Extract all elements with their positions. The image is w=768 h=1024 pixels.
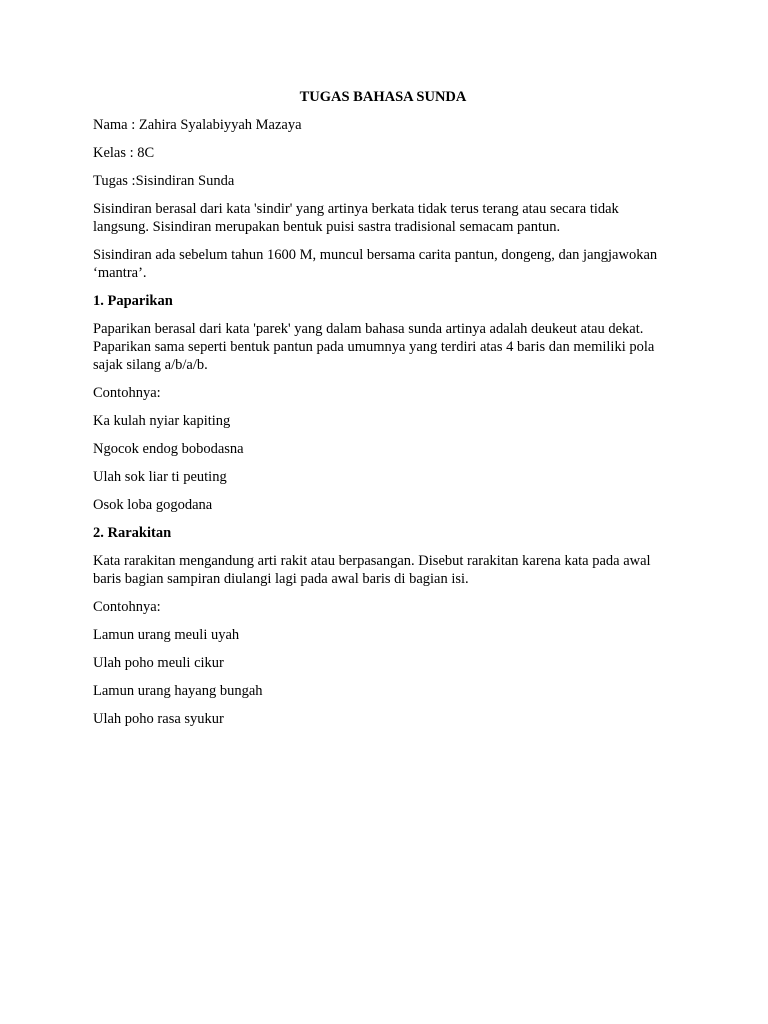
rarakitan-line: Lamun urang meuli uyah bbox=[93, 627, 240, 643]
section-heading-rarakitan: 2. Rarakitan bbox=[93, 525, 172, 541]
intro-paragraph-1: Sisindiran berasal dari kata 'sindir' yang artinya berkata tidak terus terang atau secara tidak langsung. Sisindiran merupakan bentuk puisi sastra tradisional semacam pantun. bbox=[93, 201, 619, 235]
paparikan-line: Ka kulah nyiar kapiting bbox=[93, 413, 231, 429]
rarakitan-line: Ulah poho rasa syukur bbox=[93, 711, 224, 727]
paparikan-line: Ngocok endog bobodasna bbox=[93, 441, 244, 457]
paparikan-line: Osok loba gogodana bbox=[93, 497, 213, 513]
section-heading-paparikan: 1. Paparikan bbox=[93, 293, 173, 309]
paparikan-line: Ulah sok liar ti peuting bbox=[93, 469, 227, 485]
rarakitan-description: Kata rarakitan mengandung arti rakit atau berpasangan. Disebut rarakitan karena kata pada awal baris bagian sampiran diulangi lagi pada awal baris di bagian isi. bbox=[93, 553, 651, 587]
rarakitan-line: Lamun urang hayang bungah bbox=[93, 683, 263, 699]
intro-paragraph-2: Sisindiran ada sebelum tahun 1600 M, muncul bersama carita pantun, dongeng, dan jangjawokan ‘mantra’. bbox=[93, 247, 658, 281]
rarakitan-example-label: Contohnya: bbox=[93, 599, 161, 615]
assignment-topic: Tugas :Sisindiran Sunda bbox=[93, 173, 235, 189]
student-class: Kelas : 8C bbox=[93, 145, 155, 161]
paparikan-example-label: Contohnya: bbox=[93, 385, 161, 401]
paparikan-description: Paparikan berasal dari kata 'parek' yang dalam bahasa sunda artinya adalah deukeut atau dekat. Paparikan sama seperti bentuk pantun pada umumnya yang terdiri atas 4 baris dan memiliki pola sajak silang a/b/a/b. bbox=[93, 321, 655, 373]
document-title: TUGAS BAHASA SUNDA bbox=[299, 89, 467, 105]
document-body bbox=[93, 88, 673, 738]
rarakitan-line: Ulah poho meuli cikur bbox=[93, 655, 224, 671]
student-name: Nama : Zahira Syalabiyyah Mazaya bbox=[93, 117, 302, 133]
